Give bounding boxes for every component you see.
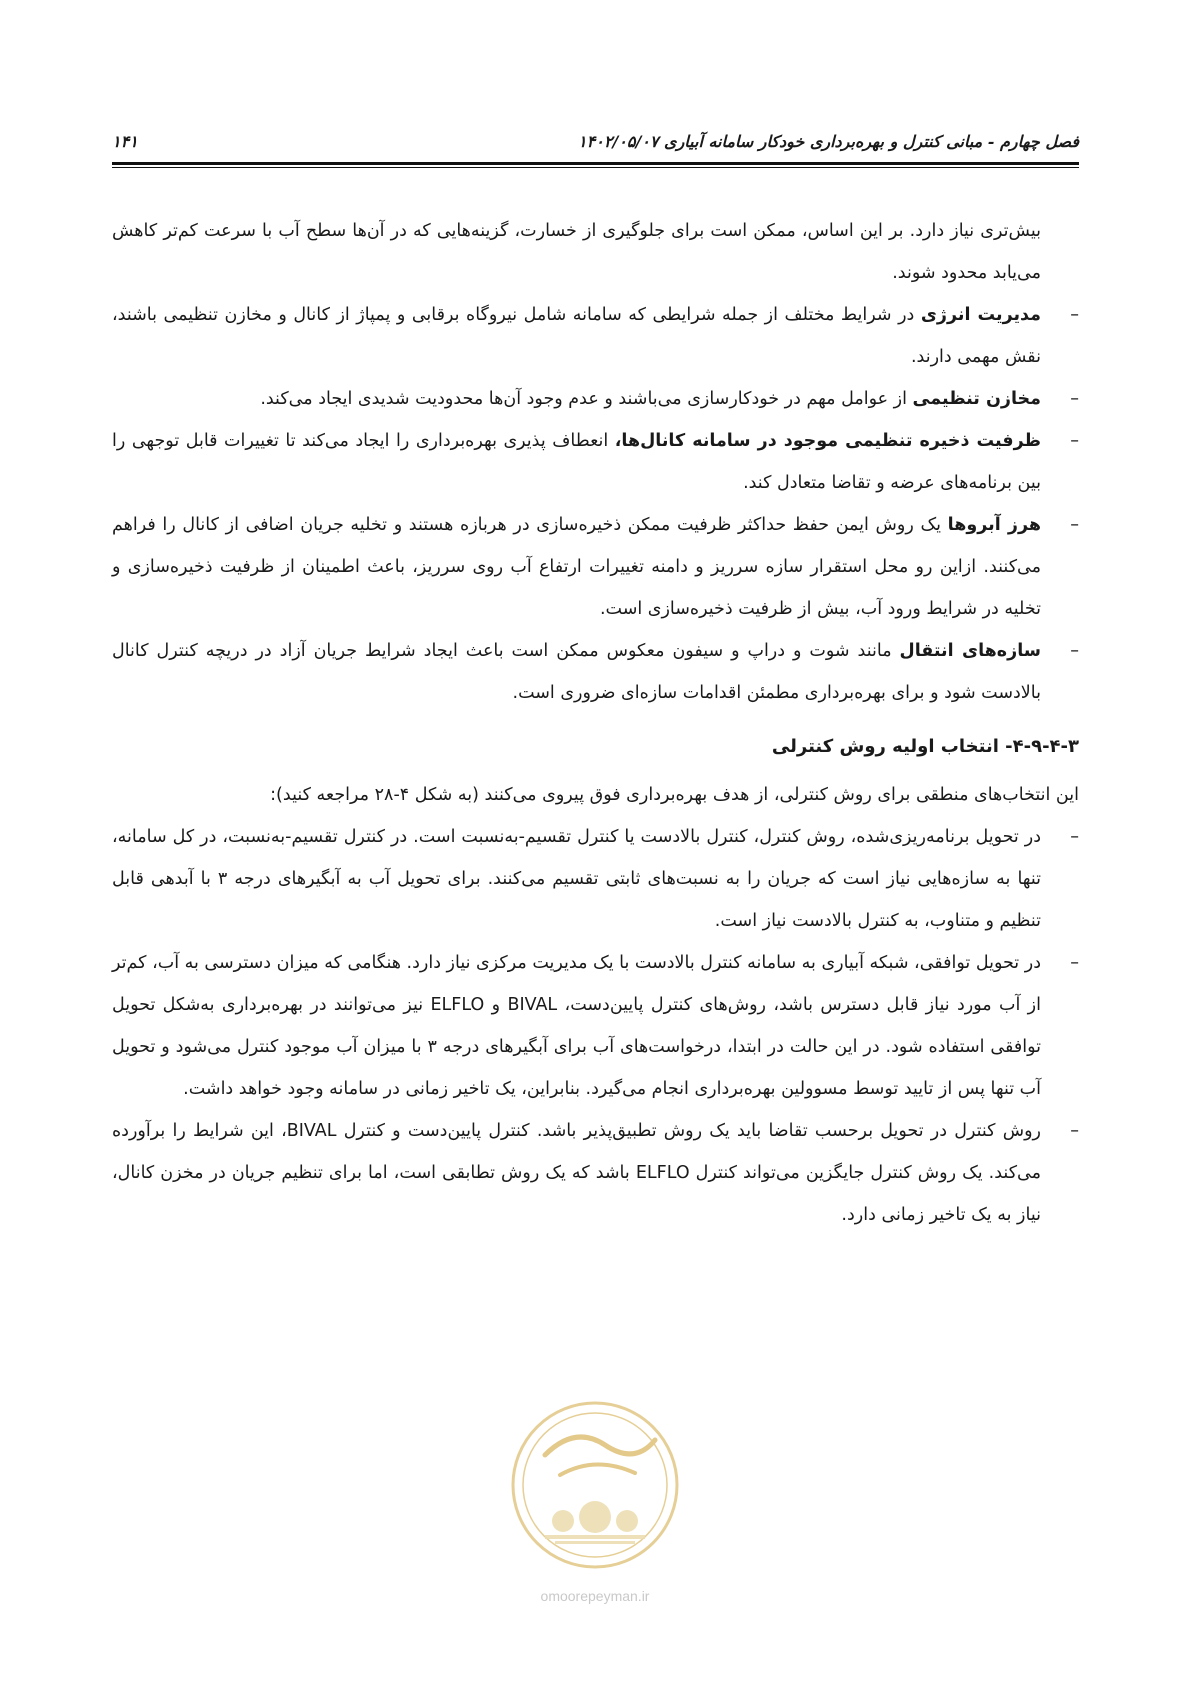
list-item: [112, 420, 1079, 504]
item-text: در تحویل توافقی، شبکه آبیاری به سامانه کنترل بالادست با یک مدیریت مرکزی نیاز دارد. هنگامی که میزان دسترسی به آب، کم‌تر از آب مورد نیاز قابل دسترس باشد، روش‌های کنترل پایین‌دست، BIVAL و ELFLO نیز می‌توانند در بهره‌برداری به‌شکل تحویل توافقی استفاده شود. در این حالت در ابتدا، درخواست‌های آب برای آبگیرهای درجه ۳ با میزان آب موجود کنترل می‌شود و تحویل آب تنها پس از تایید توسط مسوولین بهره‌برداری انجام می‌گیرد. بنابراین، یک تاخیر زمانی در سامانه وجود خواهد داشت.: [112, 953, 1041, 1099]
item-term: ظرفیت ذخیره تنظیمی موجود در سامانه کانال‌ها،: [614, 431, 1041, 451]
item-text: در تحویل برنامه‌ریزی‌شده، روش کنترل، کنترل بالادست یا کنترل تقسیم-به‌نسبت است. در کنترل تقسیم-به‌نسبت، در کل سامانه، تنها به سازه‌هایی نیاز است که جریان را به نسبت‌های ثابتی تقسیم می‌کنند. برای تحویل آب به آبگیرهای درجه ۳ با آبدهی قابل تنظیم و متناوب، به کنترل بالادست نیاز است.: [112, 827, 1041, 931]
list-item: [112, 504, 1079, 630]
intro-paragraph: این انتخاب‌های منطقی برای روش کنترلی، از هدف بهره‌برداری فوق پیروی می‌کنند (به شکل ۴-۲۸ مراجعه کنید):: [270, 785, 1079, 805]
item-text: از عوامل مهم در خودکارسازی می‌باشند و عدم وجود آن‌ها محدودیت شدیدی ایجاد می‌کند.: [260, 389, 913, 409]
header-title: فصل چهارم - مبانی کنترل و بهره‌برداری خودکار سامانه آبیاری ۱۴۰۲/۰۵/۰۷: [578, 132, 1079, 151]
dash-marker: –: [1070, 389, 1079, 409]
item-term: هرز آبروها: [947, 515, 1041, 535]
item-text: یک روش ایمن حفظ حداکثر ظرفیت ممکن ذخیره‌سازی در هربازه هستند و تخلیه جریان اضافی از کانال را فراهم می‌کنند. ازاین رو محل استقرار سازه سرریز و دامنه تغییرات ارتفاع آب روی سرریز، باعث اطمینان از ظرفیت ذخیره‌سازی و تخلیه در شرایط ورود آب، بیش از ظرفیت ذخیره‌سازی است.: [112, 515, 1041, 619]
header-rule-thick: [112, 162, 1079, 165]
list-item: [112, 816, 1079, 942]
item-text: در شرایط مختلف از جمله شرایطی که سامانه شامل نیروگاه برقابی و پمپاژ از کانال و مخازن تنظیمی باشند، نقش مهمی دارند.: [112, 305, 1041, 367]
item-term: سازه‌های انتقال: [899, 641, 1041, 661]
dash-marker: –: [1070, 1121, 1079, 1141]
list-item: [112, 942, 1079, 1110]
list-item: [112, 294, 1079, 378]
list-item: [112, 1110, 1079, 1236]
header-rule-thin: [112, 167, 1079, 168]
page-number: ۱۴۱: [112, 132, 138, 151]
list-item: [112, 630, 1079, 714]
continuation-paragraph: بیش‌تری نیاز دارد. بر این اساس، ممکن است برای جلوگیری از خسارت، گزینه‌هایی که در آن‌ها سطح آب با سرعت کم‌تر کاهش می‌یابد محدود شوند.: [112, 221, 1041, 283]
item-text: مانند شوت و دراپ و سیفون معکوس ممکن است باعث ایجاد شرایط جریان آزاد در دریچه کنترل کانال بالادست شود و برای بهره‌برداری مطمئن اقدامات سازه‌ای ضروری است.: [112, 641, 1041, 703]
bullet-list-factors: [112, 294, 1079, 714]
item-term: مدیریت انرژی: [920, 305, 1041, 325]
page-body: [112, 210, 1079, 1236]
dash-marker: –: [1070, 827, 1079, 847]
watermark-site: omoorepeyman.ir: [540, 1588, 650, 1604]
dash-marker: –: [1070, 953, 1079, 973]
dash-marker: –: [1070, 515, 1079, 535]
dash-marker: –: [1070, 641, 1079, 661]
item-text: روش کنترل در تحویل برحسب تقاضا باید یک روش تطبیق‌پذیر باشد. کنترل پایین‌دست و کنترل BIVAL، این شرایط را برآورده می‌کند. یک روش کنترل جایگزین می‌تواند کنترل ELFLO باشد که یک روش تطابقی است، اما برای تنظیم جریان در مخزن کانال، نیاز به یک تاخیر زمانی دارد.: [112, 1121, 1041, 1225]
item-term: مخازن تنظیمی: [912, 389, 1041, 409]
item-text: انعطاف پذیری بهره‌برداری را ایجاد می‌کند تا تغییرات قابل توجهی را بین برنامه‌های عرضه و تقاضا متعادل کند.: [112, 431, 1041, 493]
watermark-logo-icon: [505, 1385, 685, 1585]
running-header: [112, 128, 1079, 156]
list-item: [112, 378, 1079, 420]
dash-marker: –: [1070, 431, 1079, 451]
section-heading: ۴-۹-۴-۳- انتخاب اولیه روش کنترلی: [771, 736, 1079, 757]
bullet-list-control-methods: [112, 816, 1079, 1236]
dash-marker: –: [1070, 305, 1079, 325]
